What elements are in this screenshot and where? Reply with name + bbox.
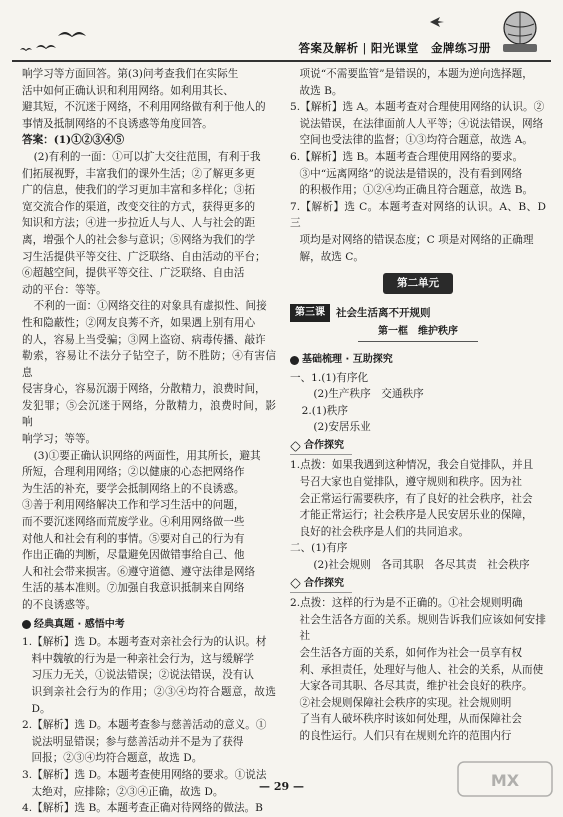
text-line: ②社会规则保障社会秩序的实现。社会规则明 [299,696,512,709]
text-line: 会生活各方面的关系，如何作为社会一员享有权 [299,647,522,659]
left-column [22,66,276,817]
text-line: 2.点拨：这样的行为是不正确的。①社会规则明确 [290,597,523,610]
section-heading-label: 经典真题 · 感悟中考 [34,618,125,630]
text-line: ③善于利用网络解决工作和学习生活中的问题， [22,499,245,512]
plane-icon [430,17,444,27]
text-line: 的不良诱惑等。 [22,599,97,611]
text-line: 离，增强个人的社会参与意识；⑤网络为我们的学 [22,233,256,246]
unit-title-badge [383,273,453,294]
page-header [0,0,563,62]
globe-icon [503,12,537,52]
text-line: 6.【解析】选 B。本题考查合理使用网络的要求。 [290,150,524,163]
text-line: 回报；②③④均符合题意，故选 D。 [31,752,203,765]
text-line: 太绝对，应排除；②③④正确，故选 D。 [31,785,224,798]
right-coop-block-2 [290,595,546,744]
text-line: 号召大家也自觉排队，遵守规则和秩序。因为社 [299,476,522,489]
text-line: 避其短，不沉迷于网络，不利用网络做有利于他人的 [22,101,266,114]
text-line: 料中魏敏的行为是一种亲社会行为，这与缓解学 [31,652,254,665]
page-number: — 29 — [259,780,304,793]
text-line: 作出正确的判断，尽量避免因做错事给自己、他 [22,549,245,562]
right-basic-block [290,370,546,436]
text-line: 的人，容易上当受骗；③网上盗窃、病毒传播、敲诈 [22,333,266,346]
text-line: 1.【解析】选 D。本题考查对亲社会行为的认识。材 [22,636,267,649]
text-line: 识到亲社会行为的作用；②③④均符合题意，故选 D。 [31,685,276,715]
text-line: 2.【解析】选 D。本题考查参与慈善活动的意义。① [22,719,267,732]
bullet-icon [290,356,299,365]
watermark-logo [457,758,553,800]
text-line: 良好的社会秩序是人们的共同追求。 [299,525,470,538]
text-line: 侵害身心，容易沉溺于网络，分散精力，浪费时间， [22,383,266,396]
lesson-tag: 第三课 [290,304,330,323]
text-line: 故选 B。 [299,84,343,97]
pencil-icon [290,578,301,589]
text-line: 而不要沉迷网络而荒废学业。④利用网络做一些 [22,516,245,529]
text-line: 发犯罪；⑤会沉迷于网络，分散精力，浪费时间，影响 [22,399,276,429]
text-line: 人和社会带来损害。⑥遵守道德、遵守法律是网络 [22,565,256,578]
right-column [290,66,546,745]
text-line: 生活的基本准则。⑦加强自我意识抵制来自网络 [22,582,245,595]
right-coop-block-1 [290,457,546,573]
text-line: 说法明显错误；参与慈善活动并不是为了获得 [31,735,244,748]
text-line: 宽交流合作的渠道，改变交往的方式，获得更多的 [22,200,256,213]
text-line: (2)生产秩序 交通秩序 [313,388,424,401]
text-line: ⑥超越空间，提供平等交往、广泛联络、自由活 [22,267,245,280]
text-line: 事情及抵制网络的不良诱惑等角度回答。 [22,117,213,130]
text-line: 习压力无关，①说法错误；②说法错误，没有认 [31,669,254,682]
svg-text:MX: MX [490,771,520,790]
text-line: 利、承担责任，处理好与他人、社会的关系，从而使 [299,663,544,676]
text-line: ③中“远离网络”的说法是错误的，没有看到网络 [299,167,523,180]
text-line: 响学习等方面回答。第(3)问考查我们在实际生 [22,68,239,80]
text-line: 所短，合理利用网络；②以健康的心态把网络作 [22,466,245,479]
frame-title: 第一框 维护秩序 [358,324,478,342]
subsection-label: 合作探究 [304,439,344,451]
lesson-heading [290,304,546,323]
text-line: 一、1.(1)有序化 [290,371,369,384]
text-line: 3.【解析】选 D。本题考查使用网络的要求。①说法 [22,768,267,781]
text-line: 说法错误，在法律面前人人平等；④说法错误，网络 [299,117,544,130]
text-line: 项说“不需要监管”是错误的，本题为逆向选择题， [299,68,533,80]
header-series: 阳光课堂 [370,41,419,55]
text-line: 勒索，容易让不法分子钻空子，防不胜防；④有害信息 [22,350,276,379]
text-line: 活中如何正确认识和利用网络。如利用其长、 [22,84,234,97]
unit-title: 第二单元 [397,277,439,290]
lesson-title: 社会生活离不开规则 [336,306,431,319]
text-line: 响学习；等等。 [22,433,97,446]
text-line: 知识和方法；④进一步拉近人与人、人与社会的距 [22,217,256,230]
text-line: (2)有利的一面：①可以扩大交往范围，有利于我 [33,150,261,163]
text-line: 7.【解析】选 C。本题考查对网络的认识。A、B、D 三 [290,200,546,230]
text-line: (2)安居乐业 [313,421,371,434]
subsection-coop-1 [290,438,352,456]
left-answer-block [22,66,276,614]
text-line: 习生活提供平等交往、广泛联络、自由活动的平台； [22,250,266,263]
text-line: 空间也受法律的监督；①③均符合题意，故选 A。 [299,134,534,147]
text-line: 答案：(1)①②③④⑤ [22,134,125,147]
text-line: 的积极作用；①②④均正确且符合题意，故选 B。 [299,184,534,197]
header-title: 答案及解析 | 阳光课堂 金牌练习册 [298,41,491,55]
text-line: 大家各司其职、各尽其责，维护社会良好的秩序。 [299,680,533,693]
text-line: 4.【解析】选 B。本题考查正确对待网络的做法。B [22,802,263,815]
pencil-icon [290,441,301,452]
section-heading-label: 基础梳理 · 互助探究 [302,353,393,365]
right-answer-block [290,66,546,265]
section-heading-exam [22,617,276,634]
text-line: 二、(1)有序 [290,542,348,555]
header-book: 金牌练习册 [431,41,491,55]
text-line: 的良性运行。人们只有在规则允许的范围内行 [299,729,512,742]
text-line: 了当有人破坏秩序时该如何处理，从而保障社会 [299,713,522,726]
text-line: 项均是对网络的错误态度；C 项是对网络的正确理 [299,233,534,246]
text-line: 解，故选 C。 [299,250,364,263]
text-line: 1.点拨：如果我遇到这种情况，我会自觉排队，并且 [290,459,534,472]
text-line: (2)社会规则 各司其职 各尽其责 社会秩序 [313,559,530,572]
text-line: 会正常运行需要秩序，有了良好的社会秩序，社会 [299,492,533,505]
text-line: 广的信息，使我们的学习更加丰富和多样化；③拓 [22,184,256,197]
text-line: 们拓展视野，丰富我们的课外生活；②了解更多更 [22,167,256,180]
subsection-coop-2 [290,576,352,594]
text-line: 才能正常运行；社会秩序是人民安居乐业的保障， [299,509,533,522]
header-rule [12,60,551,62]
text-line: 社会生活各方面的关系。规则告诉我们应该如何安排社 [299,613,546,643]
text-line: 5.【解析】选 A。本题考查对合理使用网络的认识。② [290,101,545,114]
text-line: 性和隐蔽性；②网友良莠不齐，如果遇上别有用心 [22,316,256,329]
text-line: 不利的一面：①网络交往的对象具有虚拟性、间接 [33,300,267,313]
text-line: 为生活的补充，要学会抵制网络上的不良诱惑。 [22,482,245,495]
text-line: 2.(1)秩序 [301,404,348,417]
text-line: 对他人和社会有利的事情。⑤要对自己的行为有 [22,532,245,545]
bullet-icon [22,620,31,629]
text-line: (3)①要正确认识网络的两面性，用其所长，避其 [33,449,261,462]
header-section: 答案及解析 [298,41,359,55]
text-line: 动的平台：等等。 [22,283,107,296]
subsection-label: 合作探究 [304,577,344,589]
section-heading-basic [290,352,546,369]
birds-icon [20,32,86,51]
